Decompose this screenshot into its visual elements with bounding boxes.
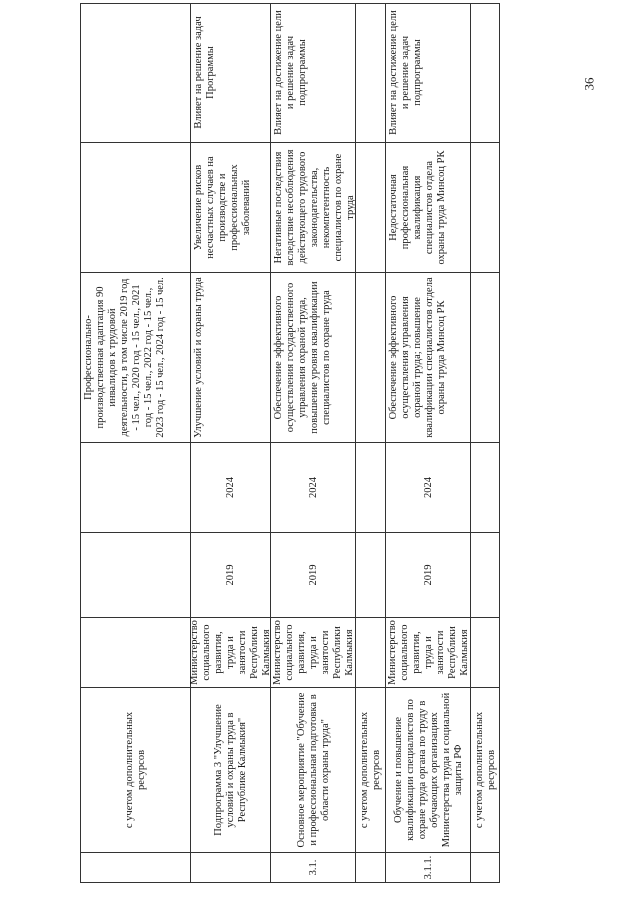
start-cell: 2019: [386, 533, 471, 618]
name-cell: Обучение и повышение квалификации специалистов по охране труда органа по труду в обучающих организациях Министерства труда и социальной защиты РФ: [386, 688, 471, 853]
table-row: [270, 3, 356, 883]
num-cell: 3.1.: [271, 853, 356, 883]
name-cell: с учетом дополнительных ресурсов: [81, 688, 191, 853]
result-cell: Обеспечение эффективного осуществления государственного управления охраной труда, повышение уровня квалификации специалистов по охране труда: [271, 273, 356, 443]
table-bottom-border: [499, 3, 500, 883]
risk-cell: Недостаточная профессиональная квалификация специалистов отдела охраны труда Минсоц РК: [386, 143, 471, 273]
end-cell: [356, 443, 386, 533]
num-cell: [356, 853, 386, 883]
start-cell: 2019: [271, 533, 356, 618]
start-cell: [81, 533, 191, 618]
table-row: [385, 3, 471, 883]
risk-cell: [471, 143, 500, 273]
link-cell: Влияет на решение задач Программы: [191, 3, 271, 143]
program-table: [80, 3, 500, 883]
executor-cell: Министерство социального развития, труда и занятости Республики Калмыкия: [271, 618, 356, 688]
table-row: [355, 3, 386, 883]
name-cell: с учетом дополнительных ресурсов: [471, 688, 500, 853]
page-number: 36: [581, 77, 597, 91]
start-cell: [356, 533, 386, 618]
result-cell: Профессионально-производственная адаптация 90 инвалидов к трудовой деятельности, в том числе 2019 год - 15 чел., 2020 год - 15 чел., 2021 год - 15 чел., 2022 год - 15 чел., 2023 год - 15 чел., 2024 год - 15 чел.: [81, 273, 191, 443]
result-cell: Улучшение условий и охраны труда: [191, 273, 271, 443]
name-cell: Основное мероприятие "Обучение и профессиональная подготовка в области охраны труда": [271, 688, 356, 853]
num-cell: 3.1.1.: [386, 853, 471, 883]
link-cell: Влияет на достижение цели и решение задач подпрограммы: [271, 3, 356, 143]
num-cell: [191, 853, 271, 883]
table-row: [190, 3, 271, 883]
end-cell: 2024: [191, 443, 271, 533]
executor-cell: [356, 618, 386, 688]
num-cell: [81, 853, 191, 883]
executor-cell: [471, 618, 500, 688]
num-cell: [471, 853, 500, 883]
name-cell: с учетом дополнительных ресурсов: [356, 688, 386, 853]
name-cell: Подпрограмма 3 "Улучшение условий и охраны труда в Республике Калмыкия": [191, 688, 271, 853]
end-cell: [81, 443, 191, 533]
risk-cell: Негативные последствия вследствие несоблюдения действующего трудового законодательства, некомпетентность специалистов по охране труда: [271, 143, 356, 273]
start-cell: 2019: [191, 533, 271, 618]
link-cell: [356, 3, 386, 143]
start-cell: [471, 533, 500, 618]
result-cell: [356, 273, 386, 443]
result-cell: Обеспечение эффективного осуществления управления охраной труда; повышение квалификации специалистов отдела охраны труда Минсоц РК: [386, 273, 471, 443]
end-cell: 2024: [386, 443, 471, 533]
executor-cell: Министерство социального развития, труда и занятости Республики Калмыкия: [191, 618, 271, 688]
end-cell: [471, 443, 500, 533]
link-cell: [471, 3, 500, 143]
end-cell: 2024: [271, 443, 356, 533]
link-cell: [81, 3, 191, 143]
table-row: [470, 3, 500, 883]
table-row: [80, 3, 191, 883]
table-right-border: [80, 3, 500, 4]
executor-cell: [81, 618, 191, 688]
risk-cell: [356, 143, 386, 273]
result-cell: [471, 273, 500, 443]
risk-cell: [81, 143, 191, 273]
executor-cell: Министерство социального развития, труда и занятости Республики Калмыкия: [386, 618, 471, 688]
risk-cell: Увеличение рисков несчастных случаев на производстве и профессиональных заболеваний: [191, 143, 271, 273]
link-cell: Влияет на достижение цели и решение задач подпрограммы: [386, 3, 471, 143]
